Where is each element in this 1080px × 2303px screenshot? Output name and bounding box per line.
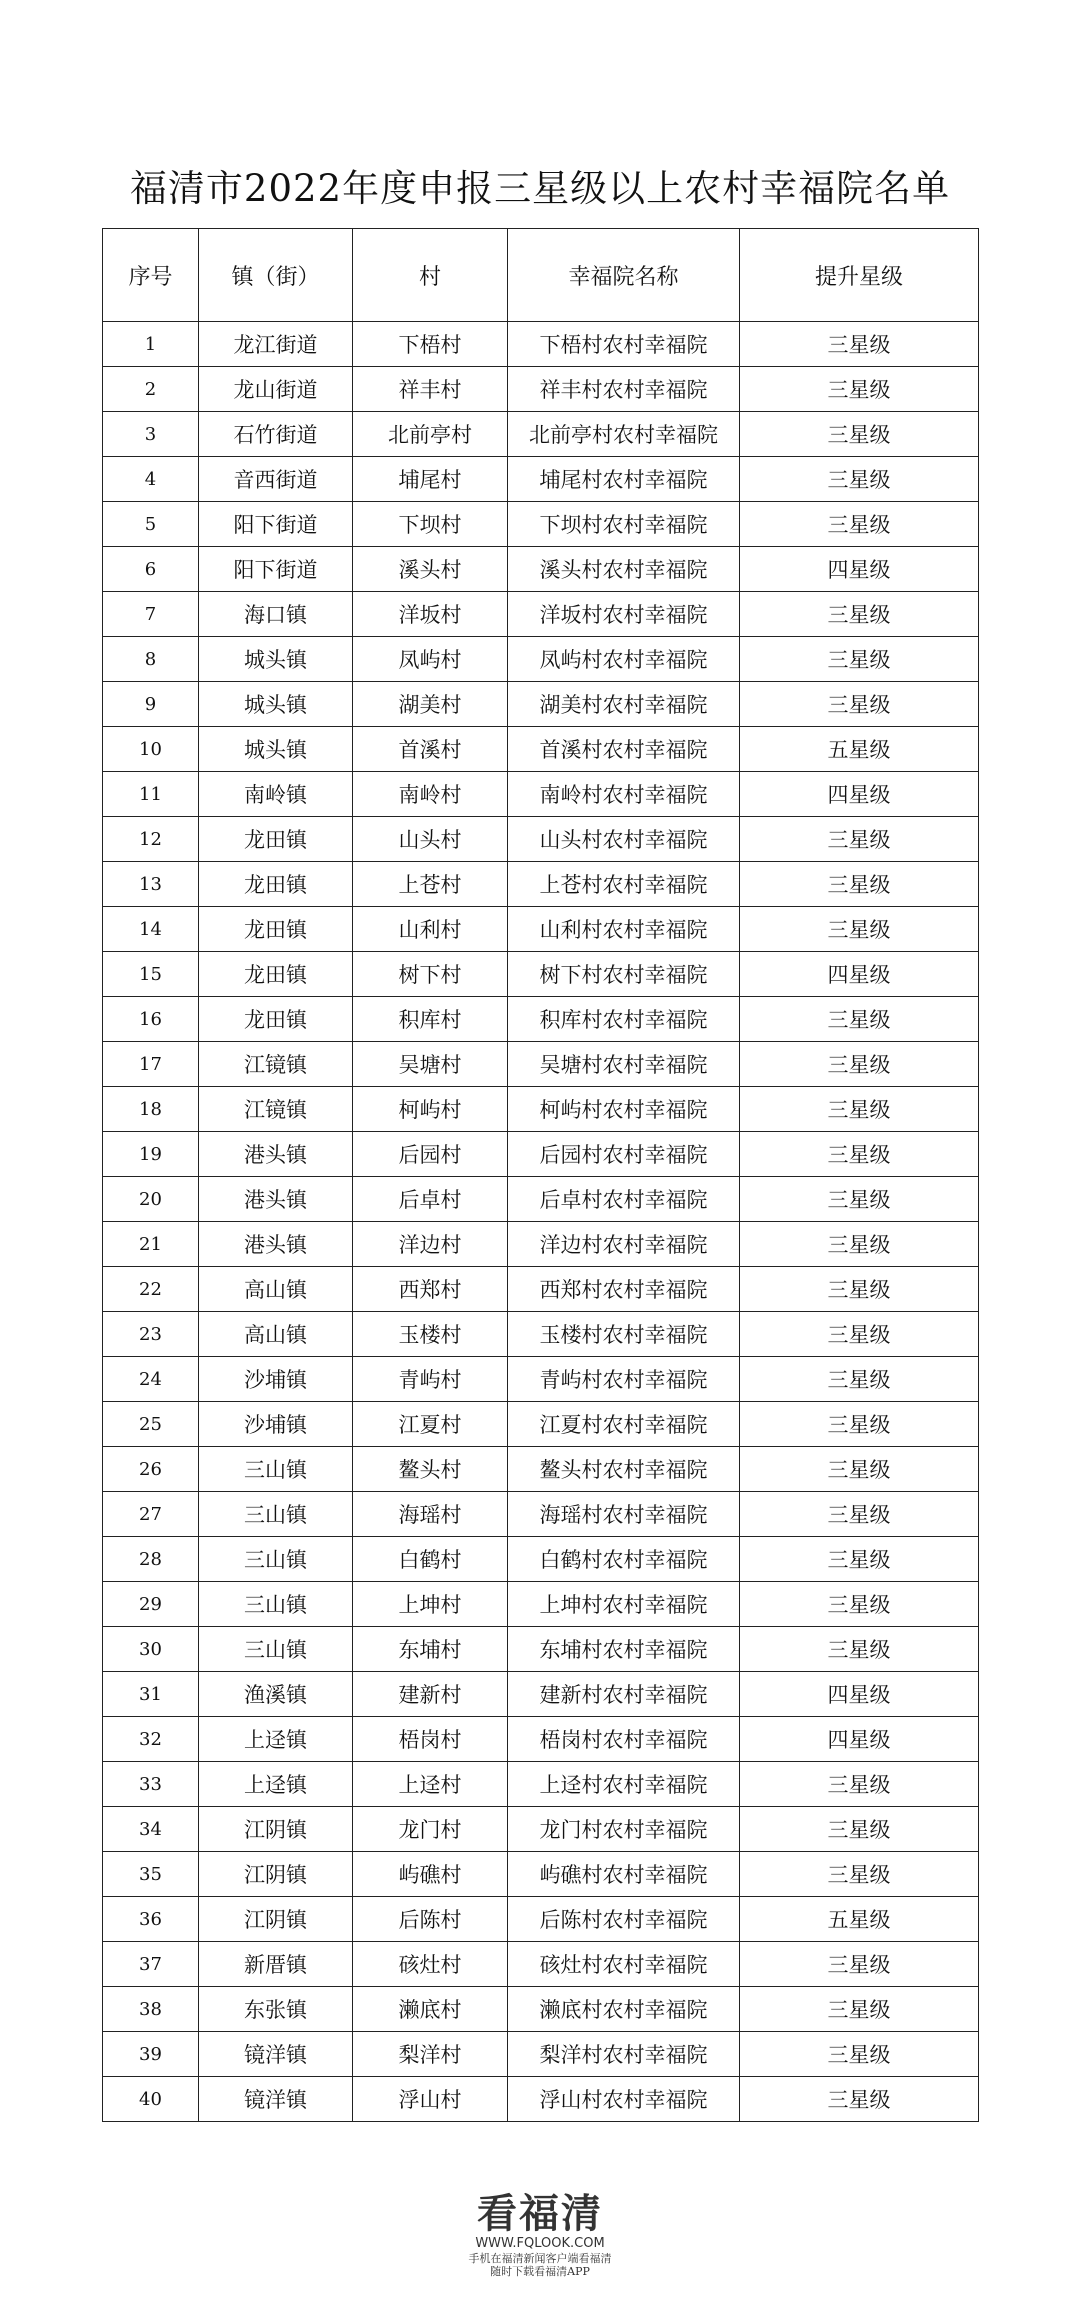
cell-star-level: 四星级 [740, 772, 979, 817]
cell-village: 下坝村 [353, 502, 508, 547]
table-row [103, 2077, 979, 2122]
cell-serial: 11 [103, 772, 199, 817]
cell-serial: 10 [103, 727, 199, 772]
table-row [103, 817, 979, 862]
cell-star-level: 四星级 [740, 547, 979, 592]
cell-home-name: 北前亭村农村幸福院 [508, 412, 740, 457]
cell-village: 凤屿村 [353, 637, 508, 682]
cell-star-level: 三星级 [740, 2032, 979, 2077]
cell-serial: 6 [103, 547, 199, 592]
cell-town: 江镜镇 [199, 1087, 353, 1132]
cell-serial: 21 [103, 1222, 199, 1267]
cell-home-name: 建新村农村幸福院 [508, 1672, 740, 1717]
cell-home-name: 硋灶村农村幸福院 [508, 1942, 740, 1987]
cell-star-level: 三星级 [740, 1942, 979, 1987]
cell-village: 祥丰村 [353, 367, 508, 412]
cell-serial: 25 [103, 1402, 199, 1447]
cell-home-name: 濑底村农村幸福院 [508, 1987, 740, 2032]
table-row [103, 547, 979, 592]
cell-home-name: 洋边村农村幸福院 [508, 1222, 740, 1267]
cell-town: 海口镇 [199, 592, 353, 637]
cell-serial: 33 [103, 1762, 199, 1807]
cell-home-name: 上坤村农村幸福院 [508, 1582, 740, 1627]
cell-serial: 31 [103, 1672, 199, 1717]
document-title: 福清市2022年度申报三星级以上农村幸福院名单 [129, 167, 951, 210]
cell-town: 港头镇 [199, 1222, 353, 1267]
cell-town: 上迳镇 [199, 1717, 353, 1762]
table-row [103, 502, 979, 547]
table-row [103, 1627, 979, 1672]
cell-town: 三山镇 [199, 1537, 353, 1582]
header-serial: 序号 [103, 229, 199, 322]
cell-star-level: 三星级 [740, 1627, 979, 1672]
cell-home-name: 白鹤村农村幸福院 [508, 1537, 740, 1582]
cell-home-name: 凤屿村农村幸福院 [508, 637, 740, 682]
cell-town: 城头镇 [199, 637, 353, 682]
table-row [103, 1582, 979, 1627]
table-row [103, 1222, 979, 1267]
cell-home-name: 下坝村农村幸福院 [508, 502, 740, 547]
cell-town: 江镜镇 [199, 1042, 353, 1087]
cell-village: 洋边村 [353, 1222, 508, 1267]
table-row [103, 1177, 979, 1222]
cell-star-level: 三星级 [740, 682, 979, 727]
cell-serial: 24 [103, 1357, 199, 1402]
table-row [103, 1537, 979, 1582]
table-row [103, 1357, 979, 1402]
table-row [103, 1267, 979, 1312]
welfare-home-table [102, 228, 979, 2122]
cell-village: 山利村 [353, 907, 508, 952]
cell-serial: 27 [103, 1492, 199, 1537]
table-row [103, 727, 979, 772]
table-row [103, 1852, 979, 1897]
cell-star-level: 三星级 [740, 1537, 979, 1582]
cell-star-level: 三星级 [740, 637, 979, 682]
table-row [103, 1762, 979, 1807]
cell-home-name: 青屿村农村幸福院 [508, 1357, 740, 1402]
cell-town: 江阴镇 [199, 1807, 353, 1852]
cell-village: 玉楼村 [353, 1312, 508, 1357]
cell-home-name: 南岭村农村幸福院 [508, 772, 740, 817]
cell-serial: 2 [103, 367, 199, 412]
cell-village: 后卓村 [353, 1177, 508, 1222]
cell-village: 青屿村 [353, 1357, 508, 1402]
cell-home-name: 梧岗村农村幸福院 [508, 1717, 740, 1762]
cell-home-name: 后园村农村幸福院 [508, 1132, 740, 1177]
table-row [103, 1312, 979, 1357]
table-row [103, 1492, 979, 1537]
cell-serial: 23 [103, 1312, 199, 1357]
cell-star-level: 三星级 [740, 1132, 979, 1177]
cell-star-level: 三星级 [740, 1267, 979, 1312]
cell-village: 后陈村 [353, 1897, 508, 1942]
cell-town: 镜洋镇 [199, 2032, 353, 2077]
header-star-level: 提升星级 [740, 229, 979, 322]
cell-town: 东张镇 [199, 1987, 353, 2032]
cell-star-level: 三星级 [740, 1177, 979, 1222]
cell-village: 濑底村 [353, 1987, 508, 2032]
table-row [103, 637, 979, 682]
cell-star-level: 三星级 [740, 1312, 979, 1357]
cell-town: 龙田镇 [199, 862, 353, 907]
cell-star-level: 三星级 [740, 502, 979, 547]
cell-town: 江阴镇 [199, 1897, 353, 1942]
cell-town: 阳下街道 [199, 547, 353, 592]
cell-village: 梨洋村 [353, 2032, 508, 2077]
cell-star-level: 三星级 [740, 1987, 979, 2032]
cell-home-name: 埔尾村农村幸福院 [508, 457, 740, 502]
cell-star-level: 三星级 [740, 1582, 979, 1627]
cell-village: 南岭村 [353, 772, 508, 817]
cell-serial: 26 [103, 1447, 199, 1492]
cell-star-level: 四星级 [740, 952, 979, 997]
cell-serial: 4 [103, 457, 199, 502]
cell-town: 三山镇 [199, 1492, 353, 1537]
cell-home-name: 龙门村农村幸福院 [508, 1807, 740, 1852]
cell-serial: 19 [103, 1132, 199, 1177]
cell-village: 吴塘村 [353, 1042, 508, 1087]
cell-village: 东埔村 [353, 1627, 508, 1672]
cell-home-name: 首溪村农村幸福院 [508, 727, 740, 772]
cell-serial: 37 [103, 1942, 199, 1987]
cell-town: 江阴镇 [199, 1852, 353, 1897]
cell-home-name: 祥丰村农村幸福院 [508, 367, 740, 412]
watermark-line-2: 随时下载看福清APP [490, 2265, 590, 2278]
cell-star-level: 三星级 [740, 412, 979, 457]
table-row [103, 682, 979, 727]
cell-town: 上迳镇 [199, 1762, 353, 1807]
cell-home-name: 湖美村农村幸福院 [508, 682, 740, 727]
cell-village: 埔尾村 [353, 457, 508, 502]
cell-town: 阳下街道 [199, 502, 353, 547]
cell-home-name: 山利村农村幸福院 [508, 907, 740, 952]
cell-home-name: 江夏村农村幸福院 [508, 1402, 740, 1447]
cell-village: 积库村 [353, 997, 508, 1042]
cell-village: 屿礁村 [353, 1852, 508, 1897]
cell-serial: 32 [103, 1717, 199, 1762]
cell-village: 柯屿村 [353, 1087, 508, 1132]
cell-home-name: 后陈村农村幸福院 [508, 1897, 740, 1942]
cell-town: 三山镇 [199, 1447, 353, 1492]
cell-serial: 7 [103, 592, 199, 637]
cell-star-level: 四星级 [740, 1672, 979, 1717]
table-row [103, 1942, 979, 1987]
header-town: 镇（街） [199, 229, 353, 322]
cell-home-name: 海瑶村农村幸福院 [508, 1492, 740, 1537]
cell-home-name: 洋坂村农村幸福院 [508, 592, 740, 637]
cell-village: 首溪村 [353, 727, 508, 772]
cell-star-level: 五星级 [740, 727, 979, 772]
table-row [103, 907, 979, 952]
cell-star-level: 三星级 [740, 1357, 979, 1402]
cell-town: 南岭镇 [199, 772, 353, 817]
table-row [103, 1402, 979, 1447]
table-row [103, 1717, 979, 1762]
header-village: 村 [353, 229, 508, 322]
cell-serial: 13 [103, 862, 199, 907]
cell-village: 鳌头村 [353, 1447, 508, 1492]
cell-serial: 35 [103, 1852, 199, 1897]
cell-town: 音西街道 [199, 457, 353, 502]
cell-serial: 29 [103, 1582, 199, 1627]
cell-village: 北前亭村 [353, 412, 508, 457]
cell-village: 龙门村 [353, 1807, 508, 1852]
cell-star-level: 三星级 [740, 1402, 979, 1447]
cell-home-name: 西郑村农村幸福院 [508, 1267, 740, 1312]
cell-home-name: 玉楼村农村幸福院 [508, 1312, 740, 1357]
cell-star-level: 三星级 [740, 1807, 979, 1852]
cell-home-name: 积库村农村幸福院 [508, 997, 740, 1042]
table-row [103, 1807, 979, 1852]
cell-village: 山头村 [353, 817, 508, 862]
cell-home-name: 浮山村农村幸福院 [508, 2077, 740, 2122]
cell-home-name: 上苍村农村幸福院 [508, 862, 740, 907]
cell-town: 沙埔镇 [199, 1357, 353, 1402]
cell-town: 龙田镇 [199, 952, 353, 997]
cell-town: 高山镇 [199, 1267, 353, 1312]
cell-star-level: 三星级 [740, 1492, 979, 1537]
cell-village: 浮山村 [353, 2077, 508, 2122]
cell-serial: 14 [103, 907, 199, 952]
cell-town: 城头镇 [199, 682, 353, 727]
cell-serial: 18 [103, 1087, 199, 1132]
cell-home-name: 溪头村农村幸福院 [508, 547, 740, 592]
cell-star-level: 三星级 [740, 1852, 979, 1897]
cell-star-level: 三星级 [740, 1222, 979, 1267]
table-row [103, 1987, 979, 2032]
cell-star-level: 四星级 [740, 1717, 979, 1762]
cell-star-level: 三星级 [740, 1042, 979, 1087]
cell-town: 龙田镇 [199, 997, 353, 1042]
watermark-url: WWW.FQLOOK.COM [475, 2236, 605, 2251]
cell-serial: 9 [103, 682, 199, 727]
cell-star-level: 三星级 [740, 1762, 979, 1807]
cell-town: 镜洋镇 [199, 2077, 353, 2122]
cell-town: 龙江街道 [199, 322, 353, 367]
cell-village: 树下村 [353, 952, 508, 997]
cell-serial: 5 [103, 502, 199, 547]
table-row [103, 457, 979, 502]
cell-home-name: 树下村农村幸福院 [508, 952, 740, 997]
cell-serial: 28 [103, 1537, 199, 1582]
table-header-row [103, 229, 979, 322]
cell-serial: 22 [103, 1267, 199, 1312]
cell-village: 下梧村 [353, 322, 508, 367]
watermark-line-1: 手机在福清新闻客户端看福清 [468, 2252, 612, 2265]
header-home-name: 幸福院名称 [508, 229, 740, 322]
cell-serial: 36 [103, 1897, 199, 1942]
watermark [440, 2192, 640, 2278]
cell-town: 龙田镇 [199, 817, 353, 862]
cell-star-level: 三星级 [740, 1087, 979, 1132]
cell-star-level: 三星级 [740, 817, 979, 862]
cell-town: 城头镇 [199, 727, 353, 772]
cell-village: 溪头村 [353, 547, 508, 592]
cell-village: 白鹤村 [353, 1537, 508, 1582]
cell-serial: 12 [103, 817, 199, 862]
cell-serial: 40 [103, 2077, 199, 2122]
cell-village: 西郑村 [353, 1267, 508, 1312]
cell-serial: 34 [103, 1807, 199, 1852]
table-row [103, 412, 979, 457]
cell-home-name: 梨洋村农村幸福院 [508, 2032, 740, 2077]
table-row [103, 997, 979, 1042]
cell-village: 上苍村 [353, 862, 508, 907]
cell-serial: 20 [103, 1177, 199, 1222]
cell-home-name: 柯屿村农村幸福院 [508, 1087, 740, 1132]
cell-town: 三山镇 [199, 1627, 353, 1672]
table-row [103, 1087, 979, 1132]
cell-village: 后园村 [353, 1132, 508, 1177]
table-row [103, 862, 979, 907]
cell-town: 港头镇 [199, 1177, 353, 1222]
cell-village: 洋坂村 [353, 592, 508, 637]
cell-home-name: 鳌头村农村幸福院 [508, 1447, 740, 1492]
cell-home-name: 下梧村农村幸福院 [508, 322, 740, 367]
cell-home-name: 山头村农村幸福院 [508, 817, 740, 862]
table-row [103, 952, 979, 997]
cell-town: 渔溪镇 [199, 1672, 353, 1717]
cell-town: 石竹街道 [199, 412, 353, 457]
cell-home-name: 东埔村农村幸福院 [508, 1627, 740, 1672]
cell-town: 龙山街道 [199, 367, 353, 412]
cell-town: 沙埔镇 [199, 1402, 353, 1447]
cell-star-level: 三星级 [740, 592, 979, 637]
cell-serial: 17 [103, 1042, 199, 1087]
cell-home-name: 后卓村农村幸福院 [508, 1177, 740, 1222]
cell-serial: 3 [103, 412, 199, 457]
table-row [103, 592, 979, 637]
cell-star-level: 三星级 [740, 367, 979, 412]
cell-serial: 15 [103, 952, 199, 997]
cell-village: 梧岗村 [353, 1717, 508, 1762]
cell-village: 建新村 [353, 1672, 508, 1717]
cell-star-level: 三星级 [740, 457, 979, 502]
table-row [103, 1897, 979, 1942]
cell-village: 海瑶村 [353, 1492, 508, 1537]
cell-serial: 30 [103, 1627, 199, 1672]
cell-star-level: 三星级 [740, 1447, 979, 1492]
watermark-logo: 看福清 [477, 2190, 603, 2237]
cell-star-level: 三星级 [740, 2077, 979, 2122]
table-row [103, 367, 979, 412]
table-body [103, 322, 979, 2122]
cell-village: 上迳村 [353, 1762, 508, 1807]
cell-star-level: 三星级 [740, 907, 979, 952]
cell-town: 三山镇 [199, 1582, 353, 1627]
cell-town: 港头镇 [199, 1132, 353, 1177]
table-row [103, 1042, 979, 1087]
table-row [103, 1672, 979, 1717]
cell-star-level: 三星级 [740, 862, 979, 907]
cell-village: 上坤村 [353, 1582, 508, 1627]
cell-star-level: 五星级 [740, 1897, 979, 1942]
cell-serial: 16 [103, 997, 199, 1042]
cell-serial: 1 [103, 322, 199, 367]
cell-star-level: 三星级 [740, 322, 979, 367]
cell-serial: 8 [103, 637, 199, 682]
table-row [103, 322, 979, 367]
table-row [103, 2032, 979, 2077]
cell-village: 江夏村 [353, 1402, 508, 1447]
cell-serial: 39 [103, 2032, 199, 2077]
cell-town: 龙田镇 [199, 907, 353, 952]
cell-serial: 38 [103, 1987, 199, 2032]
table-row [103, 1447, 979, 1492]
table-row [103, 772, 979, 817]
cell-village: 硋灶村 [353, 1942, 508, 1987]
cell-town: 高山镇 [199, 1312, 353, 1357]
cell-home-name: 屿礁村农村幸福院 [508, 1852, 740, 1897]
cell-village: 湖美村 [353, 682, 508, 727]
cell-town: 新厝镇 [199, 1942, 353, 1987]
table-row [103, 1132, 979, 1177]
cell-star-level: 三星级 [740, 997, 979, 1042]
cell-home-name: 吴塘村农村幸福院 [508, 1042, 740, 1087]
cell-home-name: 上迳村农村幸福院 [508, 1762, 740, 1807]
